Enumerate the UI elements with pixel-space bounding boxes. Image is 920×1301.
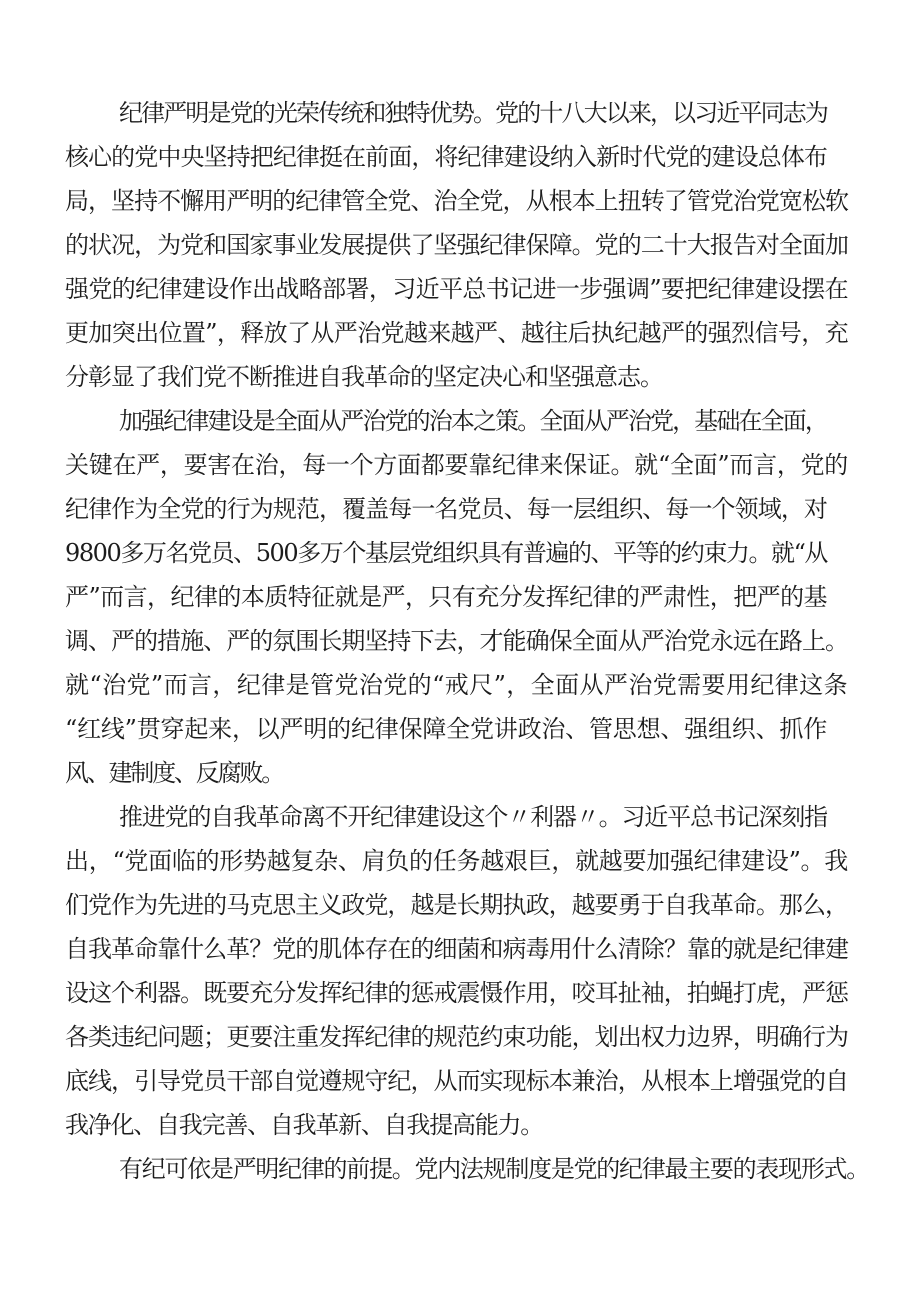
text-line: 有纪可依是严明纪律的前提。党内法规制度是党的纪律最主要的表现形式。 xyxy=(119,1155,869,1183)
text-line: 们党作为先进的马克思主义政党，越是长期执政，越要勇于自我革命。那么， xyxy=(65,891,848,919)
text-line: 设这个利器。既要充分发挥纪律的惩戒震慑作用，咬耳扯袖，拍蝇打虎，严惩 xyxy=(65,979,848,1007)
text-line: 分彰显了我们党不断推进自我革命的坚定决心和坚强意志。 xyxy=(65,363,663,391)
text-line: “红线”贯穿起来，以严明的纪律保障全党讲政治、管思想、强组织、抓作 xyxy=(65,715,827,743)
text-line: 各类违纪问题；更要注重发挥纪律的规范约束功能，划出权力边界，明确行为 xyxy=(65,1023,848,1051)
text-line: 更加突出位置”，释放了从严治党越来越严、越往后执纪越严的强烈信号，充 xyxy=(65,319,848,347)
text-line: 关键在严，要害在治，每一个方面都要靠纪律来保证。就“全面”而言，党的 xyxy=(65,451,848,479)
text-line: 自我革命靠什么革？党的肌体存在的细菌和病毒用什么清除？靠的就是纪律建 xyxy=(65,935,848,963)
text-line: 纪律严明是党的光荣传统和独特优势。党的十八大以来，以习近平同志为 xyxy=(119,99,827,127)
text-line: 就“治党”而言，纪律是管党治党的“戒尺”，全面从严治党需要用纪律这条 xyxy=(65,671,848,699)
text-line: 我净化、自我完善、自我革新、自我提高能力。 xyxy=(65,1111,543,1139)
text-line: 核心的党中央坚持把纪律挺在前面，将纪律建设纳入新时代党的建设总体布 xyxy=(65,143,827,171)
text-line: 底线，引导党员干部自觉遵规守纪，从而实现标本兼治，从根本上增强党的自 xyxy=(65,1067,848,1095)
text-line: 强党的纪律建设作出战略部署，习近平总书记进一步强调”要把纪律建设摆在 xyxy=(65,275,848,303)
text-line: 出，“党面临的形势越复杂、肩负的任务越艰巨，就越要加强纪律建设”。我 xyxy=(65,847,848,875)
text-line: 纪律作为全党的行为规范，覆盖每一名党员、每一层组织、每一个领域，对 xyxy=(65,495,827,523)
text-line: 局，坚持不懈用严明的纪律管全党、治全党，从根本上扭转了管党治党宽松软 xyxy=(65,187,848,215)
text-line: 风、建制度、反腐败。 xyxy=(65,759,283,787)
text-line: 加强纪律建设是全面从严治党的治本之策。全面从严治党，基础在全面， xyxy=(119,407,827,435)
text-line: 推进党的自我革命离不开纪律建设这个〃利器〃。习近平总书记深刻指 xyxy=(119,803,827,831)
text-line: 严”而言，纪律的本质特征就是严，只有充分发挥纪律的严肃性，把严的基 xyxy=(65,583,827,611)
text-line: 的状况，为党和国家事业发展提供了坚强纪律保障。党的二十大报告对全面加 xyxy=(65,231,848,259)
text-line: 9800多万名党员、500多万个基层党组织具有普遍的、平等的约束力。就“从 xyxy=(65,539,827,567)
text-line: 调、严的措施、严的氛围长期坚持下去，才能确保全面从严治党永远在路上。 xyxy=(65,627,848,655)
